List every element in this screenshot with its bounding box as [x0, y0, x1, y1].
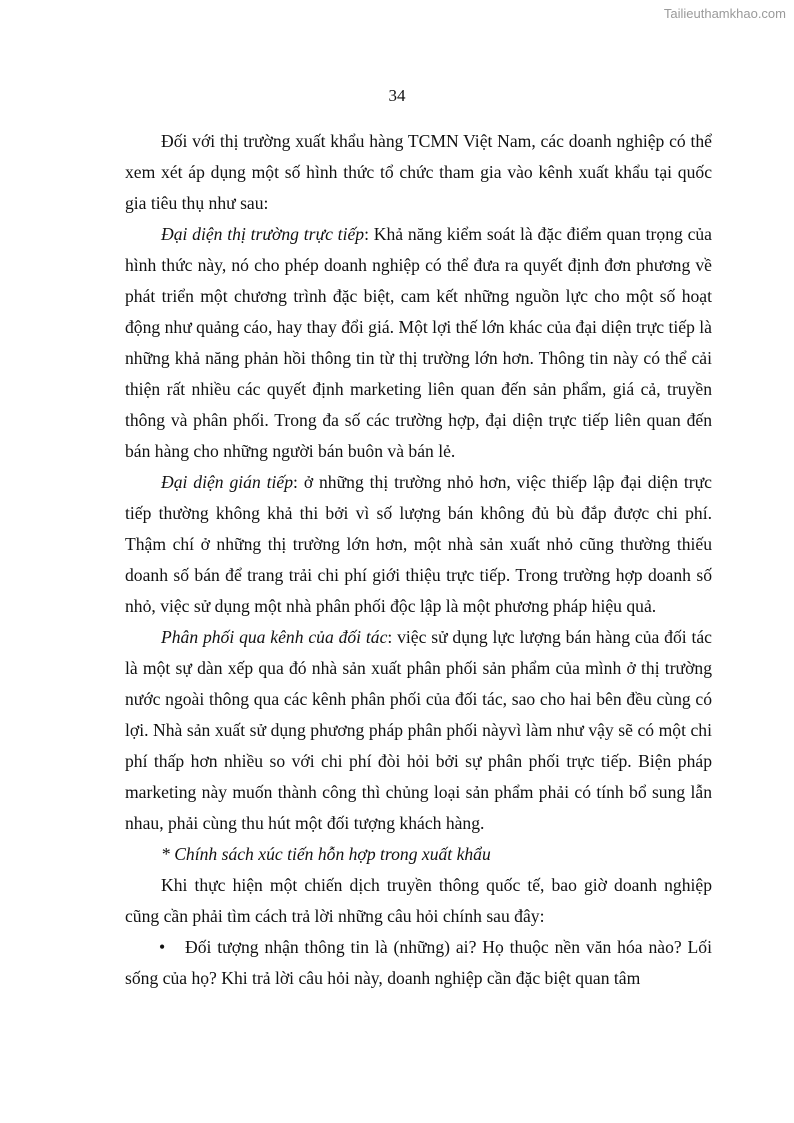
section-heading: [125, 839, 712, 870]
paragraph-text: : việc sử dụng lực lượng bán hàng của đối tác là một sự dàn xếp qua đó nhà sản xuất phân phối sản phẩm của mình ở thị trường nước ngoài thông qua các kênh phân phối của đối tác, sao cho hai bên đều cùng có lợi. Nhà sản xuất sử dụng phương pháp phân phối nàyvì làm như vậy sẽ có một chi phí thấp hơn nhiều so với chi phí đòi hỏi bởi sự phân phối trực tiếp. Biện pháp marketing này muốn thành công thì chủng loại sản phẩm phải có tính bổ sung lẫn nhau, phải cùng thu hút một đối tượng khách hàng.: [125, 627, 712, 833]
page-number: 34: [388, 86, 406, 105]
bullet-icon: •: [159, 937, 166, 957]
bullet-item: [125, 932, 712, 994]
document-body: [125, 126, 712, 994]
paragraph-direct-representation: [125, 219, 712, 467]
paragraph-communication: Khi thực hiện một chiến dịch truyền thông quốc tế, bao giờ doanh nghiệp cũng cần phải tìm cách trả lời những câu hỏi chính sau đây:: [125, 875, 712, 926]
term-direct-representation: Đại diện thị trường trực tiếp: [161, 224, 365, 244]
paragraph-intro: Đối với thị trường xuất khẩu hàng TCMN Việt Nam, các doanh nghiệp có thể xem xét áp dụng một số hình thức tổ chức tham gia vào kênh xuất khẩu tại quốc gia tiêu thụ như sau:: [125, 131, 712, 213]
term-partner-channel: Phân phối qua kênh của đối tác: [161, 627, 388, 647]
section-heading-text: * Chính sách xúc tiến hỗn hợp trong xuất khẩu: [161, 844, 491, 864]
bullet-text: Đối tượng nhận thông tin là (những) ai? Họ thuộc nền văn hóa nào? Lối sống của họ? Khi trả lời câu hỏi này, doanh nghiệp cần đặc biệt quan tâm: [125, 937, 712, 988]
paragraph-partner-channel: [125, 622, 712, 839]
paragraph-text: : ở những thị trường nhỏ hơn, việc thiếp lập đại diện trực tiếp thường không khả thi bởi vì số lượng bán không đủ bù đắp được chi phí. Thậm chí ở những thị trường lớn hơn, một nhà sản xuất nhỏ cũng thường thiếu doanh số bán để trang trải chi phí giới thiệu trực tiếp. Trong trường hợp doanh số nhỏ, việc sử dụng một nhà phân phối độc lập là một phương pháp hiệu quả.: [125, 472, 712, 616]
paragraph-text: : Khả năng kiểm soát là đặc điểm quan trọng của hình thức này, nó cho phép doanh nghiệp có thể đưa ra quyết định đơn phương về phát triển một chương trình đặc biệt, cam kết những nguồn lực cho một số hoạt động như quảng cáo, hay thay đổi giá. Một lợi thế lớn khác của đại diện trực tiếp là những khả năng phản hồi thông tin từ thị trường lớn hơn. Thông tin này có thể cải thiện rất nhiều các quyết định marketing liên quan đến sản phẩm, giá cả, truyền thông và phân phối. Trong đa số các trường hợp, đại diện trực tiếp liên quan đến bán hàng cho những người bán buôn và bán lẻ.: [125, 224, 712, 461]
watermark: Tailieuthamkhao.com: [663, 6, 786, 21]
paragraph-indirect-representation: [125, 467, 712, 622]
term-indirect-representation: Đại diện gián tiếp: [161, 472, 294, 492]
